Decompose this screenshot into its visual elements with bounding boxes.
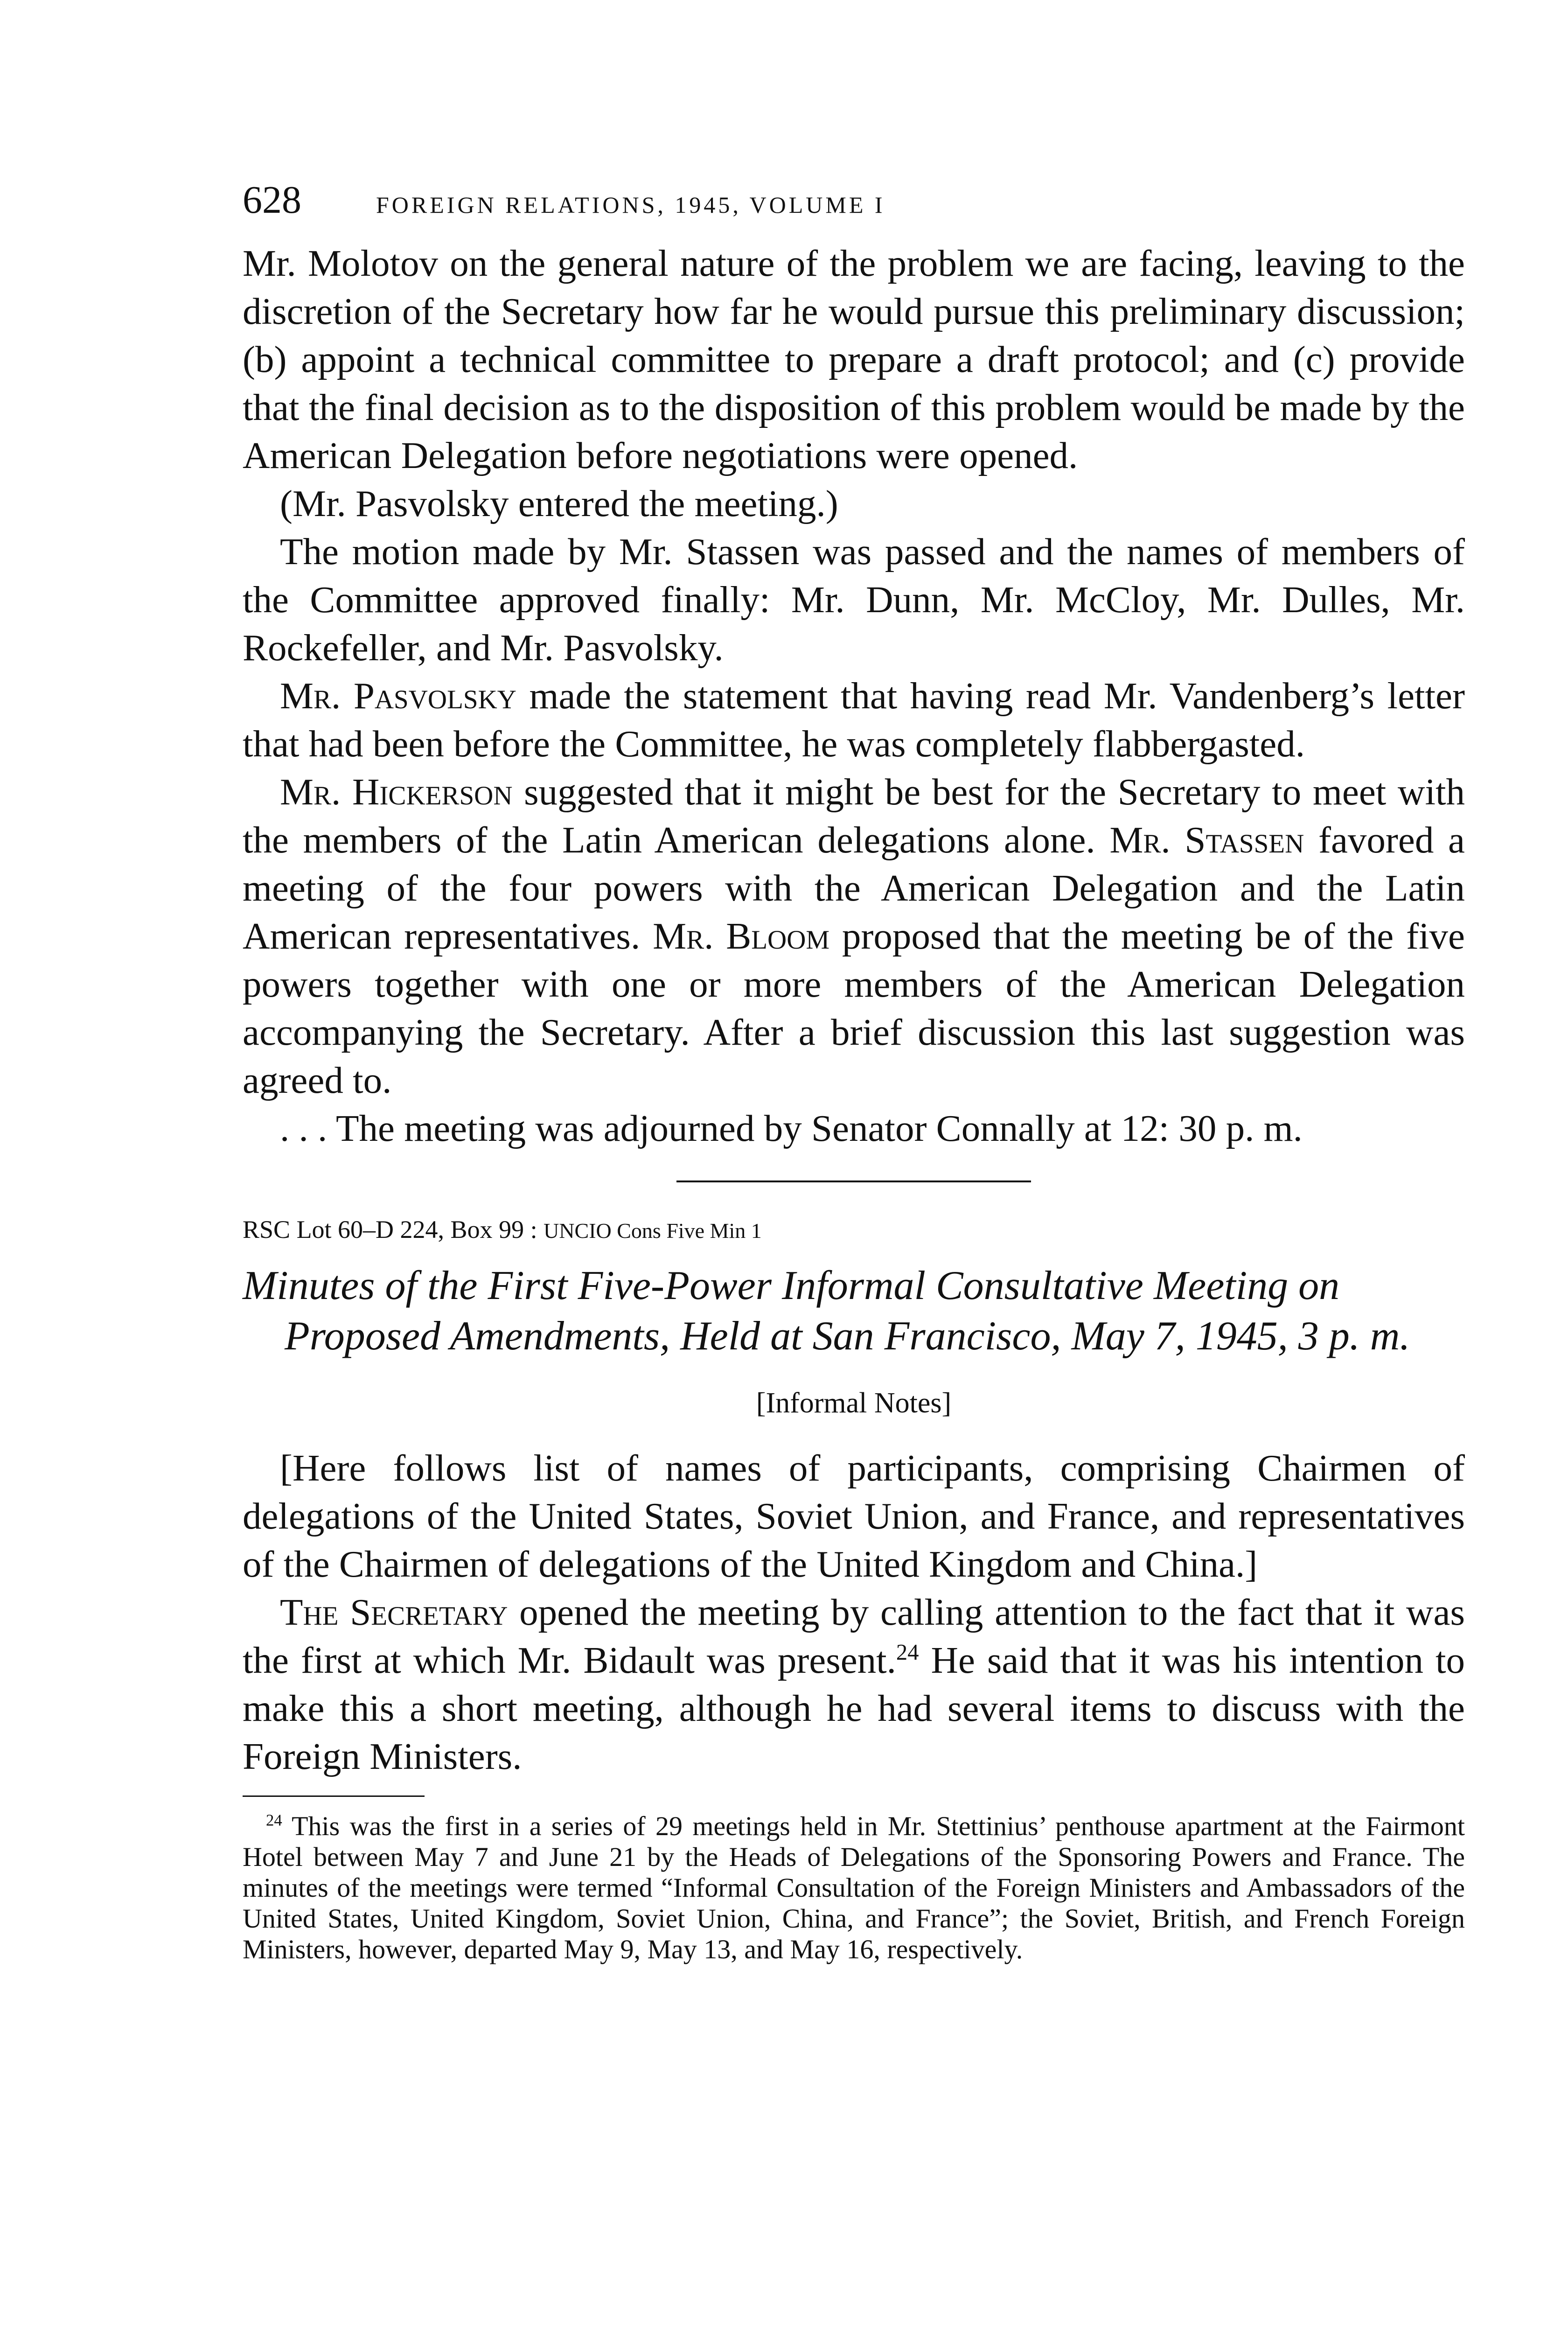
source-citation	[243, 1215, 1465, 1244]
speaker-name: Mr. Bloom	[653, 915, 830, 957]
footnote-number: 24	[266, 1811, 282, 1830]
footnote-text: This was the first in a series of 29 meetings held in Mr. Stettinius’ penthouse apartment at the Fairmont Hotel between May 7 and June 21 by the Heads of Delegations of the Sponsoring Powers and France. The minutes of the meetings were termed “Informal Consultation of the Foreign Ministers and Ambassadors of the United States, United Kingdom, Soviet Union, China, and France”; the Soviet, British, and French Foreign Ministers, however, departed May 9, May 13, and May 16, respectively.	[243, 1811, 1465, 1964]
paragraph: Mr. Molotov on the general nature of the problem we are facing, leaving to the discretion of the Secretary how far he would pursue this preliminary discussion; (b) appoint a technical committee to prepare a draft protocol; and (c) provide that the final decision as to the disposition of this problem would be made by the American Delegation before negotiations were opened.	[243, 242, 1465, 476]
source-file: UNCIO Cons Five Min 1	[544, 1219, 762, 1243]
body-text	[243, 239, 1465, 1153]
speaker-name: Mr. Stassen	[1109, 819, 1304, 861]
document-title: Minutes of the First Five-Power Informal Consultative Meeting on Proposed Amendments, Held at San Francisco, May 7, 1945, 3 p. m.	[243, 1263, 1410, 1359]
page-header	[243, 177, 1465, 223]
speaker-name: Mr. Hickerson	[280, 771, 513, 813]
footnote-divider	[243, 1795, 425, 1797]
paragraph: The motion made by Mr. Stassen was passed and the names of members of the Committee approved finally: Mr. Dunn, Mr. McCloy, Mr. Dulles, Mr. Rockefeller, and Mr. Pasvolsky.	[243, 531, 1465, 669]
body-text-2	[243, 1444, 1465, 1781]
running-head: FOREIGN RELATIONS, 1945, VOLUME I	[376, 192, 885, 218]
paragraph-text: favored a meeting of the four powers with the American Delegation and the Latin American representatives.	[243, 819, 1465, 957]
paragraph-text: He said that it was his intention to make this a short meeting, although he had several items to discuss with the Foreign Ministers.	[243, 1639, 1465, 1777]
paragraph-text: proposed that the meeting be of the five powers together with one or more members of the American Delegation accompanying the Secretary. After a brief discussion this last suggestion was agreed to.	[243, 915, 1465, 1101]
document-page	[243, 177, 1465, 1965]
footnote-reference[interactable]: 24	[896, 1640, 919, 1665]
footnote	[243, 1811, 1465, 1965]
paragraph-text: made the statement that having read Mr. Vandenberg’s letter that had been before the Committee, he was completely flabbergasted.	[243, 675, 1465, 765]
notes-label: [Informal Notes]	[756, 1387, 952, 1419]
speaker-name: The Secretary	[280, 1591, 508, 1633]
page-number: 628	[243, 178, 301, 222]
paragraph	[243, 768, 1465, 1104]
section-divider	[676, 1180, 1031, 1182]
paragraph	[243, 1588, 1465, 1781]
paragraph	[243, 672, 1465, 768]
paragraph: (Mr. Pasvolsky entered the meeting.)	[280, 482, 838, 524]
paragraph-text: suggested that it might be best for the Secretary to meet with the members of the Latin American delegations alone.	[243, 771, 1465, 861]
paragraph: [Here follows list of names of participants, comprising Chairmen of delegations of the United States, Soviet Union, and France, and representatives of the Chairmen of delegations of the United Kingdom and China.]	[243, 1447, 1465, 1585]
paragraph-text: opened the meeting by calling attention to the fact that it was the first at which Mr. Bidault was present.	[243, 1591, 1465, 1681]
source-prefix: RSC Lot 60–D 224, Box 99 :	[243, 1215, 544, 1243]
paragraph: . . . The meeting was adjourned by Senator Connally at 12: 30 p. m.	[280, 1107, 1303, 1149]
speaker-name: Mr. Pasvolsky	[280, 675, 516, 717]
